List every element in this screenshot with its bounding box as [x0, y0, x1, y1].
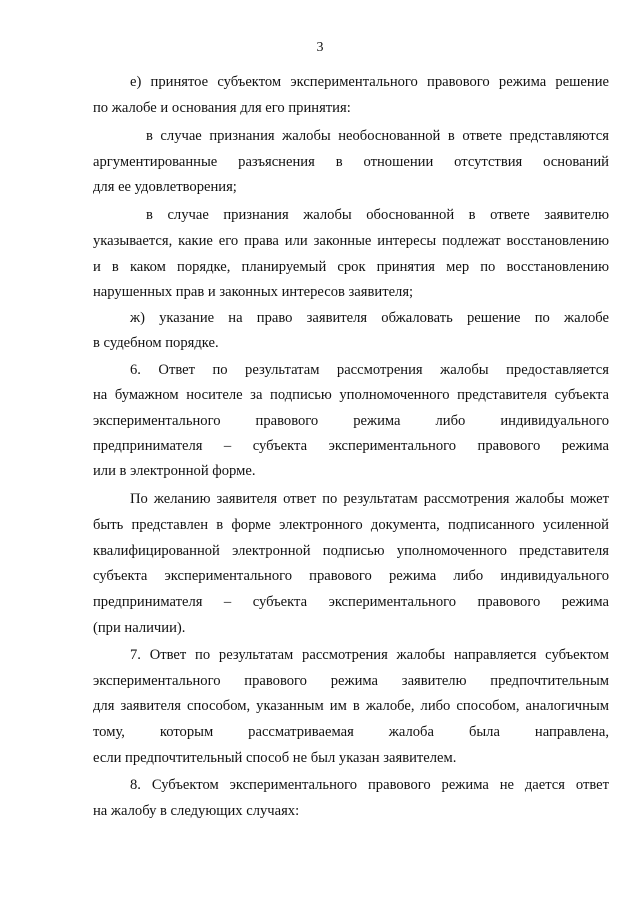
text-line: 7. Ответ по результатам рассмотрения жалобы направляется субъектом: [130, 647, 609, 663]
text-line: По желанию заявителя ответ по результатам рассмотрения жалобы может: [130, 491, 609, 507]
text-line: нарушенных прав и законных интересов заявителя;: [93, 284, 414, 300]
text-line: е) принятое субъектом экспериментального правового режима решение: [130, 74, 609, 90]
text-line: аргументированные разъяснения в отношении отсутствия оснований: [93, 154, 609, 170]
text-line: на бумажном носителе за подписью уполномоченного представителя субъекта: [93, 387, 609, 403]
text-line: ж) указание на право заявителя обжаловать решение по жалобе: [130, 310, 609, 326]
text-line: (при наличии).: [93, 620, 186, 636]
text-line: для заявителя способом, указанным им в жалобе, либо способом, аналогичным: [93, 698, 609, 714]
text-line: квалифицированной электронной подписью уполномоченного представителя: [93, 543, 609, 559]
text-line: в случае признания жалобы обоснованной в ответе заявителю: [146, 207, 609, 223]
text-line: в случае признания жалобы необоснованной в ответе представляются: [146, 128, 609, 144]
text-line: 8. Субъектом экспериментального правового режима не дается ответ: [130, 777, 609, 793]
text-line: или в электронной форме.: [93, 463, 256, 479]
text-line: тому, которым рассматриваемая жалоба была направлена,: [93, 724, 609, 740]
text-line: предпринимателя – субъекта экспериментального правового режима: [93, 438, 609, 454]
text-line: в судебном порядке.: [93, 335, 219, 351]
text-line: 6. Ответ по результатам рассмотрения жалобы предоставляется: [130, 362, 609, 378]
text-line: быть представлен в форме электронного документа, подписанного усиленной: [93, 517, 609, 533]
page-number: 3: [316, 40, 324, 55]
text-line: субъекта экспериментального правового режима либо индивидуального: [93, 568, 609, 584]
text-line: экспериментального правового режима заявителю предпочтительным: [93, 673, 609, 689]
text-line: по жалобе и основания для его принятия:: [93, 100, 351, 116]
text-line: и в каком порядке, планируемый срок принятия мер по восстановлению: [93, 259, 609, 275]
text-line: указывается, какие его права или законные интересы подлежат восстановлению: [93, 233, 609, 249]
text-line: на жалобу в следующих случаях:: [93, 803, 300, 819]
text-line: если предпочтительный способ не был указан заявителем.: [93, 750, 457, 766]
text-line: для ее удовлетворения;: [93, 179, 237, 195]
text-line: экспериментального правового режима либо индивидуального: [93, 413, 609, 429]
text-line: предпринимателя – субъекта экспериментального правового режима: [93, 594, 609, 610]
